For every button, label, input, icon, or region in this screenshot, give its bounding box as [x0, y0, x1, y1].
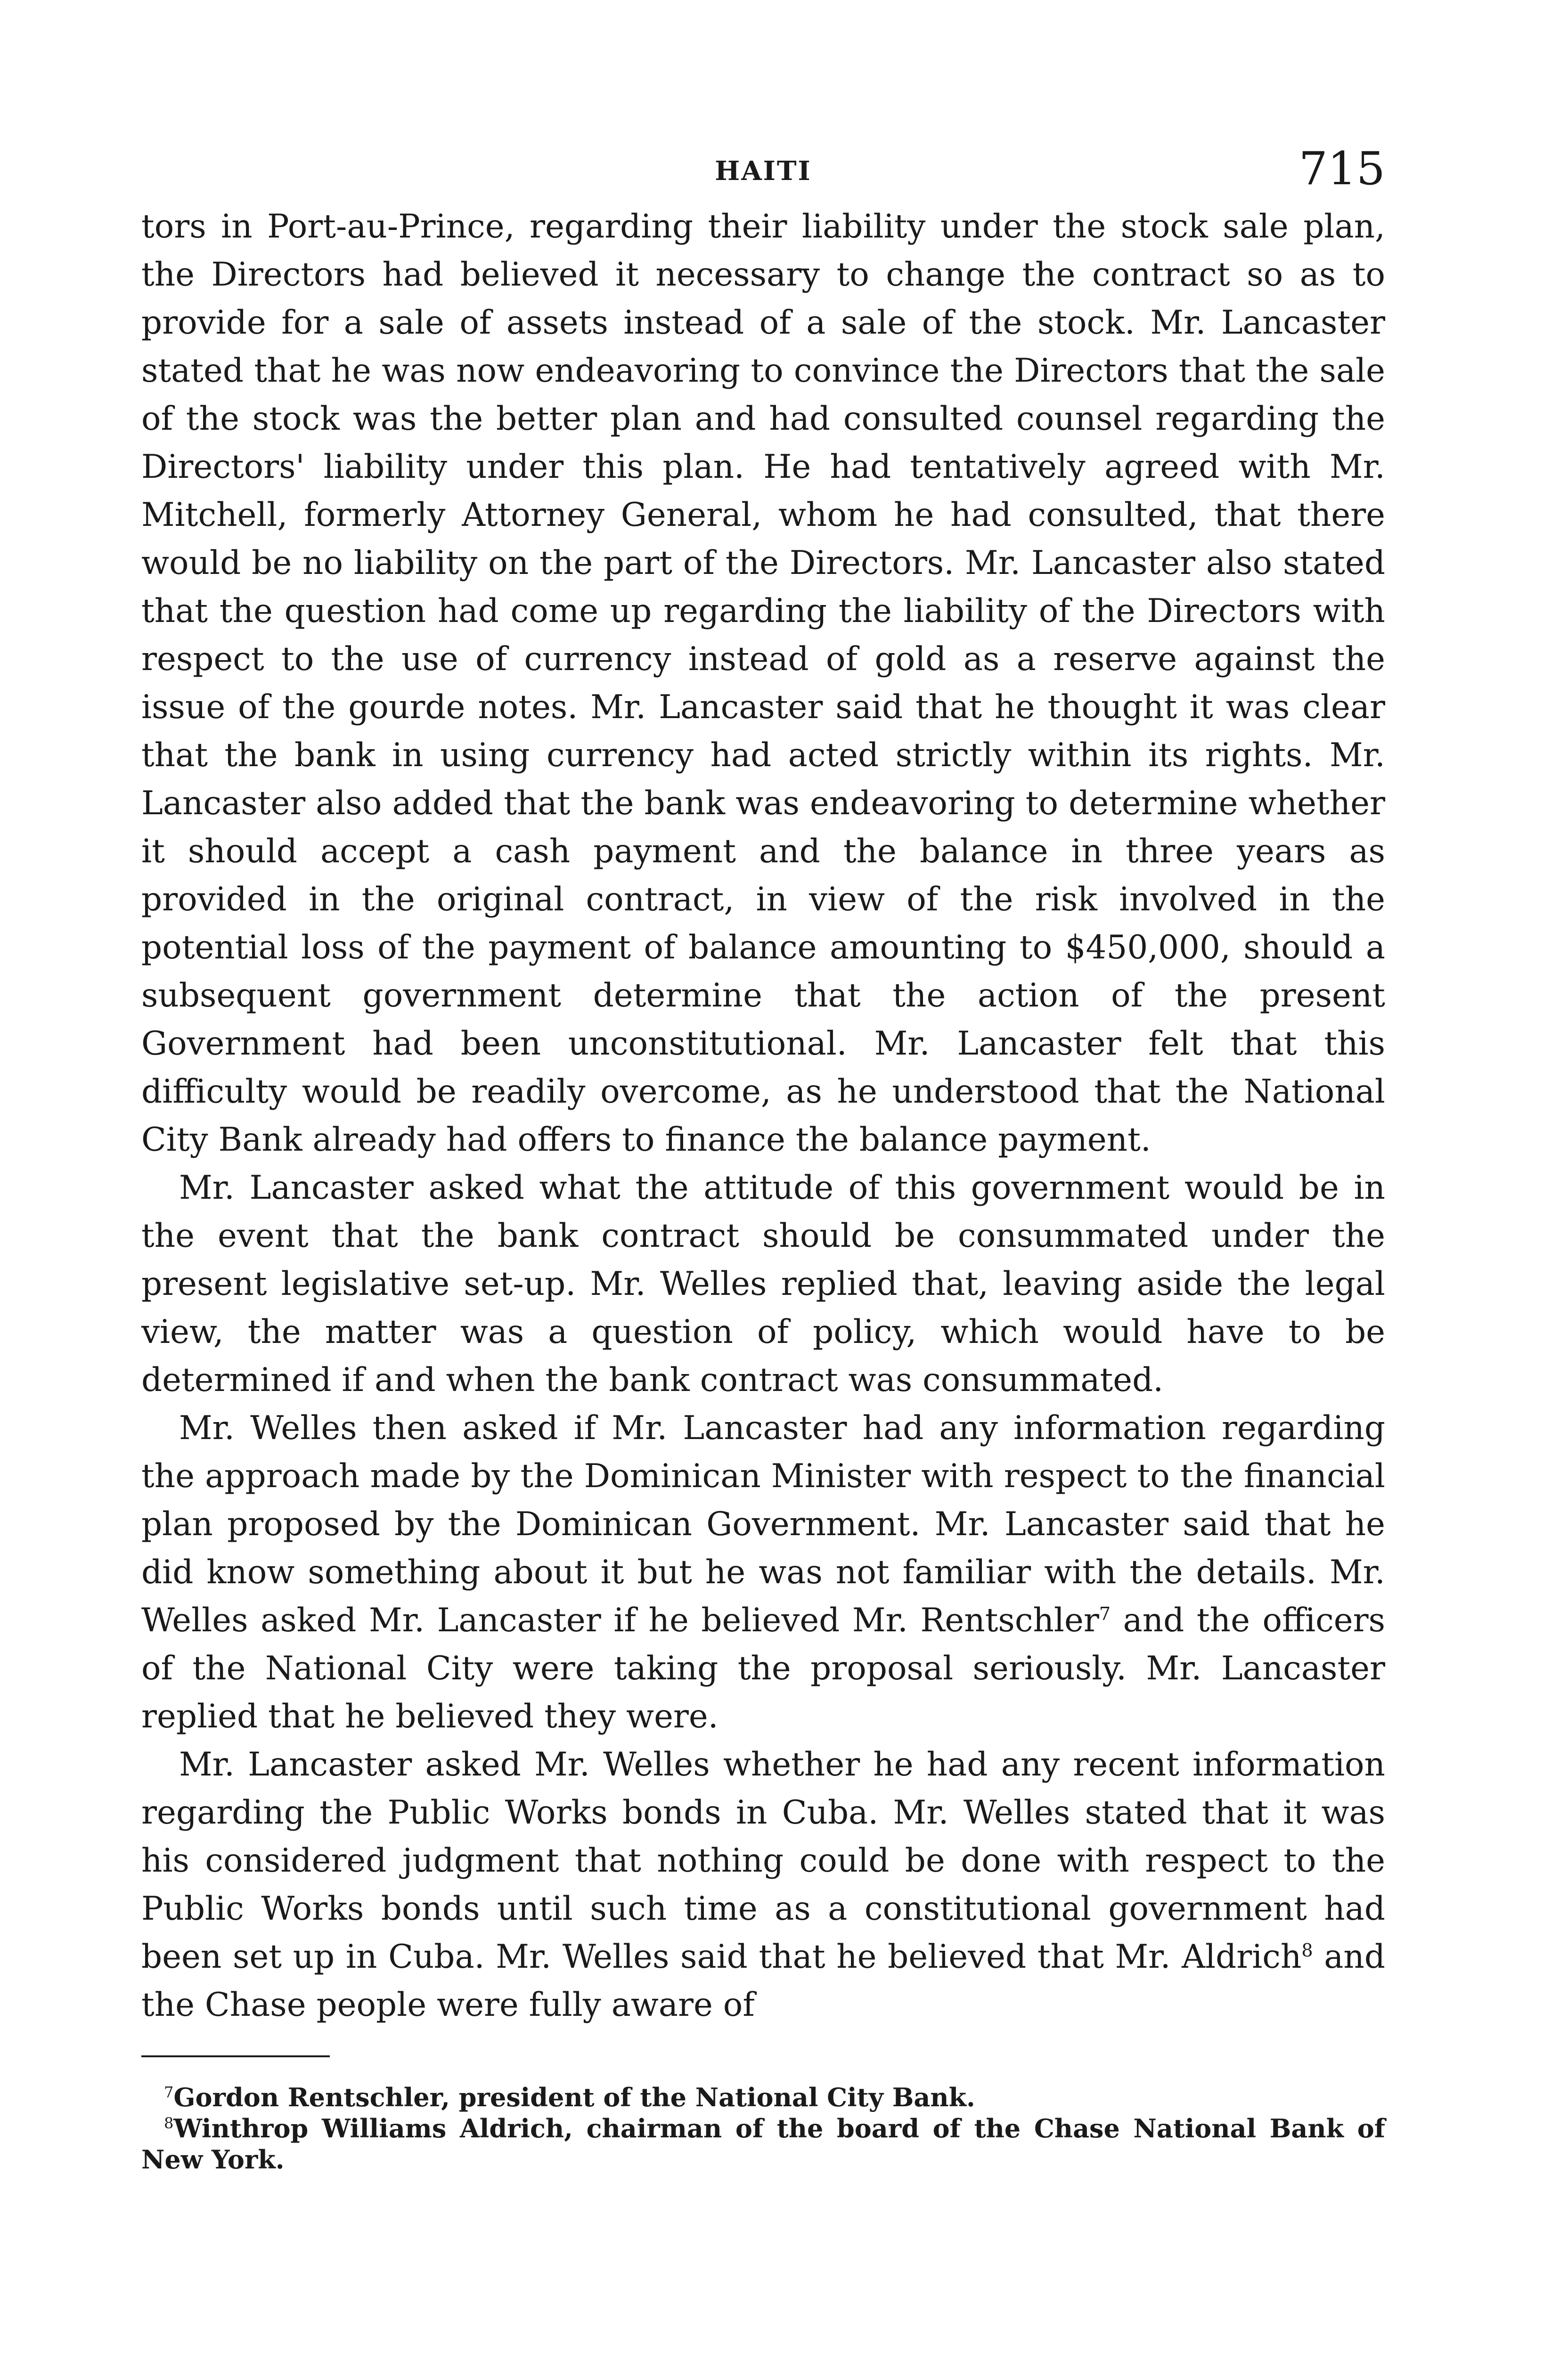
footnote	[141, 2082, 1385, 2113]
document-page	[141, 142, 1385, 2175]
paragraph-text: tors in Port-au-Prince, regarding their liability under the stock sale plan, the Directors had believed it necessary to change the contract so as to provide for a sale of assets instead of a sale of the stock. Mr. Lancaster stated that he was now endeavoring to convince the Directors that the sale of the stock was the better plan and had consulted counsel regarding the Directors' liability under this plan. He had tentatively agreed with Mr. Mitchell, formerly Attorney General, whom he had consulted, that there would be no liability on the part of the Directors. Mr. Lancaster also stated that the question had come up regarding the liability of the Directors with respect to the use of currency instead of gold as a reserve against the issue of the gourde notes. Mr. Lancaster said that he thought it was clear that the bank in using currency had acted strictly within its rights. Mr. Lancaster also added that the bank was endeavoring to determine whether it should accept a cash payment and the balance in three years as provided in the original contract, in view of the risk involved in the potential loss of the payment of balance amounting to $450,000, should a subsequent government determine that the action of the present Government had been unconstitutional. Mr. Lancaster felt that this difficulty would be readily overcome, as he understood that the National City Bank already had offers to finance the balance payment.	[141, 208, 1385, 1159]
footnote-divider	[141, 2055, 330, 2057]
footnotes	[141, 2082, 1385, 2175]
footnote-text: Winthrop Williams Aldrich, chairman of the board of the Chase National Bank of New York.	[141, 2113, 1385, 2175]
paragraph-text: Mr. Welles then asked if Mr. Lancaster had any information regarding the approach made by the Dominican Minister with respect to the financial plan proposed by the Dominican Government. Mr. Lancaster said that he did know something about it but he was not familiar with the details. Mr. Welles asked Mr. Lancaster if he believed Mr. Rentschler	[141, 1409, 1385, 1639]
footnote-mark: 7	[164, 2083, 174, 2101]
paragraph	[141, 1164, 1385, 1404]
footnote-ref-8: 8	[1301, 1940, 1313, 1961]
footnote	[141, 2113, 1385, 2175]
footnote-mark: 8	[164, 2114, 174, 2132]
running-head	[141, 142, 1385, 203]
footnote-text: Gordon Rentschler, president of the National City Bank.	[173, 2082, 975, 2112]
paragraph-text: and the Chase people were fully aware of	[141, 1938, 1385, 2024]
footnote-ref-7: 7	[1099, 1603, 1111, 1624]
body-text	[141, 203, 1385, 2029]
paragraph	[141, 1741, 1385, 2029]
paragraph-text: Mr. Lancaster asked Mr. Welles whether he had any recent information regarding the Public Works bonds in Cuba. Mr. Welles stated that it was his considered judgment that nothing could be done with respect to the Public Works bonds until such time as a constitutional government had been set up in Cuba. Mr. Welles said that he believed that Mr. Aldrich	[141, 1746, 1385, 1976]
paragraph-text: and the officers of the National City were taking the proposal seriously. Mr. Lancaster replied that he believed they were.	[141, 1602, 1385, 1735]
page-number: 715	[1298, 142, 1385, 195]
running-title: HAITI	[715, 155, 812, 187]
paragraph	[141, 1404, 1385, 1741]
paragraph-continued	[141, 203, 1385, 1164]
paragraph-text: Mr. Lancaster asked what the attitude of this government would be in the event that the bank contract should be consummated under the present legislative set-up. Mr. Welles replied that, leaving aside the legal view, the matter was a question of policy, which would have to be determined if and when the bank contract was consummated.	[141, 1169, 1385, 1399]
